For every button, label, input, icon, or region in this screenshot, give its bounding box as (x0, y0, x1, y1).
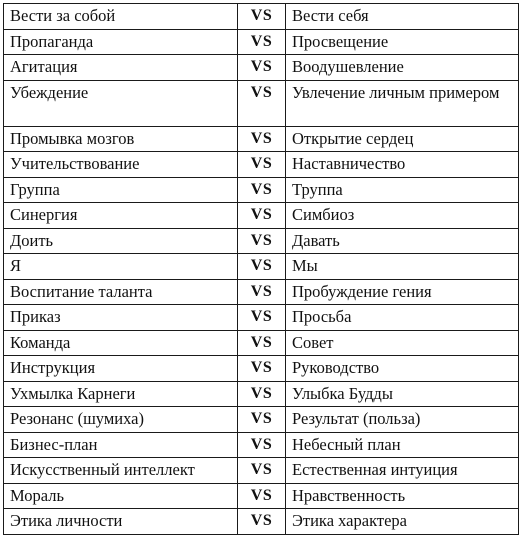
table-row (4, 177, 519, 203)
vs-separator: VS (238, 381, 286, 407)
table-row (4, 4, 519, 30)
vs-separator: VS (238, 152, 286, 178)
table-row (4, 458, 519, 484)
table-row (4, 80, 519, 126)
right-term: Руководство (286, 356, 519, 382)
vs-separator: VS (238, 279, 286, 305)
table-row (4, 356, 519, 382)
table-row (4, 126, 519, 152)
vs-separator: VS (238, 126, 286, 152)
left-term: Мораль (4, 483, 238, 509)
right-term: Результат (польза) (286, 407, 519, 433)
right-term: Мы (286, 254, 519, 280)
left-term: Воспитание таланта (4, 279, 238, 305)
right-term: Просьба (286, 305, 519, 331)
right-term: Этика характера (286, 509, 519, 535)
vs-separator: VS (238, 509, 286, 535)
right-term: Воодушевление (286, 55, 519, 81)
vs-separator: VS (238, 356, 286, 382)
table-row (4, 152, 519, 178)
left-term: Я (4, 254, 238, 280)
table-row (4, 254, 519, 280)
left-term: Искусственный интеллект (4, 458, 238, 484)
table-row (4, 432, 519, 458)
left-term: Синергия (4, 203, 238, 229)
vs-separator: VS (238, 29, 286, 55)
right-term: Улыбка Будды (286, 381, 519, 407)
left-term: Ухмылка Карнеги (4, 381, 238, 407)
left-term: Инструкция (4, 356, 238, 382)
left-term: Убеждение (4, 80, 238, 126)
table-row (4, 381, 519, 407)
table-row (4, 509, 519, 535)
right-term: Симбиоз (286, 203, 519, 229)
left-term: Промывка мозгов (4, 126, 238, 152)
right-term: Небесный план (286, 432, 519, 458)
right-term: Давать (286, 228, 519, 254)
table-row (4, 203, 519, 229)
table-row (4, 29, 519, 55)
vs-separator: VS (238, 80, 286, 126)
right-term: Вести себя (286, 4, 519, 30)
right-term: Нравственность (286, 483, 519, 509)
left-term: Пропаганда (4, 29, 238, 55)
left-term: Учительствование (4, 152, 238, 178)
right-term: Увлечение личным примером (286, 80, 519, 126)
left-term: Доить (4, 228, 238, 254)
right-term: Просвещение (286, 29, 519, 55)
table-row (4, 483, 519, 509)
right-term: Труппа (286, 177, 519, 203)
comparison-table (3, 3, 519, 535)
right-term: Открытие сердец (286, 126, 519, 152)
vs-separator: VS (238, 458, 286, 484)
left-term: Вести за собой (4, 4, 238, 30)
vs-separator: VS (238, 4, 286, 30)
table-row (4, 330, 519, 356)
table-row (4, 228, 519, 254)
table-row (4, 305, 519, 331)
right-term: Пробуждение гения (286, 279, 519, 305)
vs-separator: VS (238, 432, 286, 458)
vs-separator: VS (238, 330, 286, 356)
vs-separator: VS (238, 407, 286, 433)
left-term: Бизнес-план (4, 432, 238, 458)
left-term: Приказ (4, 305, 238, 331)
right-term: Совет (286, 330, 519, 356)
left-term: Группа (4, 177, 238, 203)
vs-separator: VS (238, 305, 286, 331)
vs-separator: VS (238, 483, 286, 509)
vs-separator: VS (238, 228, 286, 254)
right-term: Наставничество (286, 152, 519, 178)
table-row (4, 407, 519, 433)
vs-separator: VS (238, 177, 286, 203)
left-term: Команда (4, 330, 238, 356)
left-term: Агитация (4, 55, 238, 81)
vs-separator: VS (238, 55, 286, 81)
left-term: Этика личности (4, 509, 238, 535)
left-term: Резонанс (шумиха) (4, 407, 238, 433)
right-term: Естественная интуиция (286, 458, 519, 484)
table-row (4, 279, 519, 305)
vs-separator: VS (238, 203, 286, 229)
table-row (4, 55, 519, 81)
vs-separator: VS (238, 254, 286, 280)
